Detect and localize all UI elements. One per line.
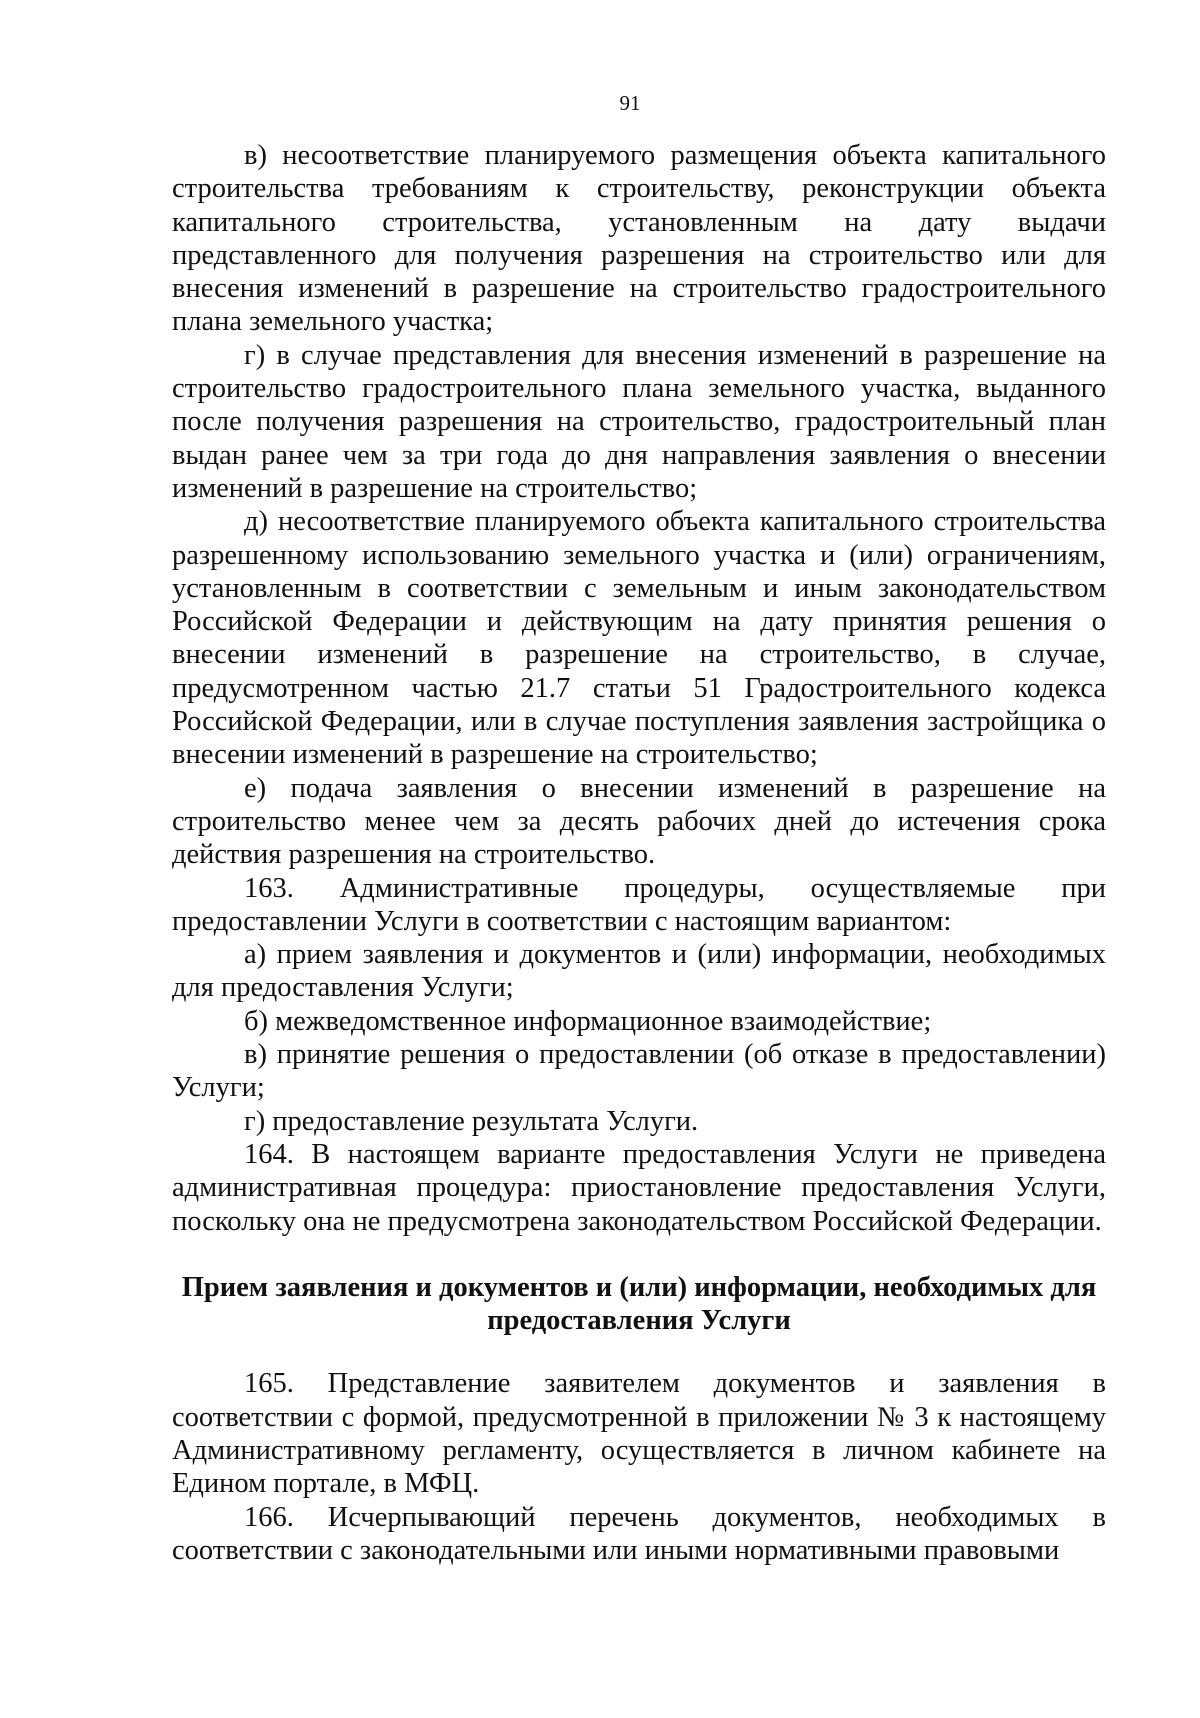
heading-spacer (172, 1337, 1106, 1367)
section-heading-line-2: предоставления Услуги (487, 1305, 791, 1337)
paragraph-165-submission: 165. Представление заявителем документов и заявления в соответствии с формой, предусмотренной в приложении № 3 к настоящему Административному регламенту, осуществляется в личном кабинете на Едином портале, в МФЦ. (172, 1368, 1106, 1500)
paragraph-164-suspension: 164. В настоящем варианте предоставления Услуги не приведена административная процедура: приостановление предоставления Услуги, поскольку она не предусмотрена законодательством Российской Федерации. (172, 1138, 1106, 1237)
paragraph-166-document-list: 166. Исчерпывающий перечень документов, необходимых в соответствии с законодательными или иными нормативными правовыми (172, 1501, 1106, 1566)
list-item-b-interagency: б) межведомственное информационное взаимодействие; (244, 1005, 932, 1037)
section-heading-line-1: Прием заявления и документов и (или) информации, необходимых для (181, 1271, 1097, 1303)
paragraph-d-land-use-mismatch: д) несоответствие планируемого объекта капитального строительства разрешенному использованию земельного участка и (или) ограничениям, установленным в соответствии с земельным и иным законодательством Российской Федерации и действующим на дату принятия решения о внесении изменений в разрешение на строительство, в случае, предусмотренном частью 21.7 статьи 51 Градостроительного кодекса Российской Федерации, или в случае поступления заявления застройщика о внесении изменений в разрешение на строительство; (172, 506, 1106, 771)
paragraph-163-procedures: 163. Административные процедуры, осуществляемые при предоставлении Услуги в соответствии с настоящим вариантом: (172, 872, 1106, 937)
body-text (172, 139, 1106, 1567)
paragraph-v-zoning-mismatch: в) несоответствие планируемого размещения объекта капитального строительства требованиям к строительству, реконструкции объекта капитального строительства, установленным на дату выдачи представленного для получения разрешения на строительство или для внесения изменений в разрешение на строительство градостроительного плана земельного участка; (172, 140, 1106, 338)
page-number: 91 (619, 91, 641, 115)
section-heading (172, 1271, 1106, 1338)
list-item-g-result: г) предоставление результата Услуги. (244, 1105, 699, 1137)
list-item-a-reception: а) прием заявления и документов и (или) информации, необходимых для предоставления Услуги; (172, 939, 1106, 1004)
paragraph-g-old-plan: г) в случае представления для внесения изменений в разрешение на строительство градостроительного плана земельного участка, выданного после получения разрешения на строительство, градостроительный план выдан ранее чем за три года до дня направления заявления о внесении изменений в разрешение на строительство; (172, 339, 1106, 504)
section-spacer (172, 1238, 1106, 1271)
paragraph-e-late-application: е) подача заявления о внесении изменений в разрешение на строительство менее чем за десять рабочих дней до истечения срока действия разрешения на строительство. (172, 772, 1106, 871)
list-item-v-decision: в) принятие решения о предоставлении (об отказе в предоставлении) Услуги; (172, 1039, 1106, 1104)
